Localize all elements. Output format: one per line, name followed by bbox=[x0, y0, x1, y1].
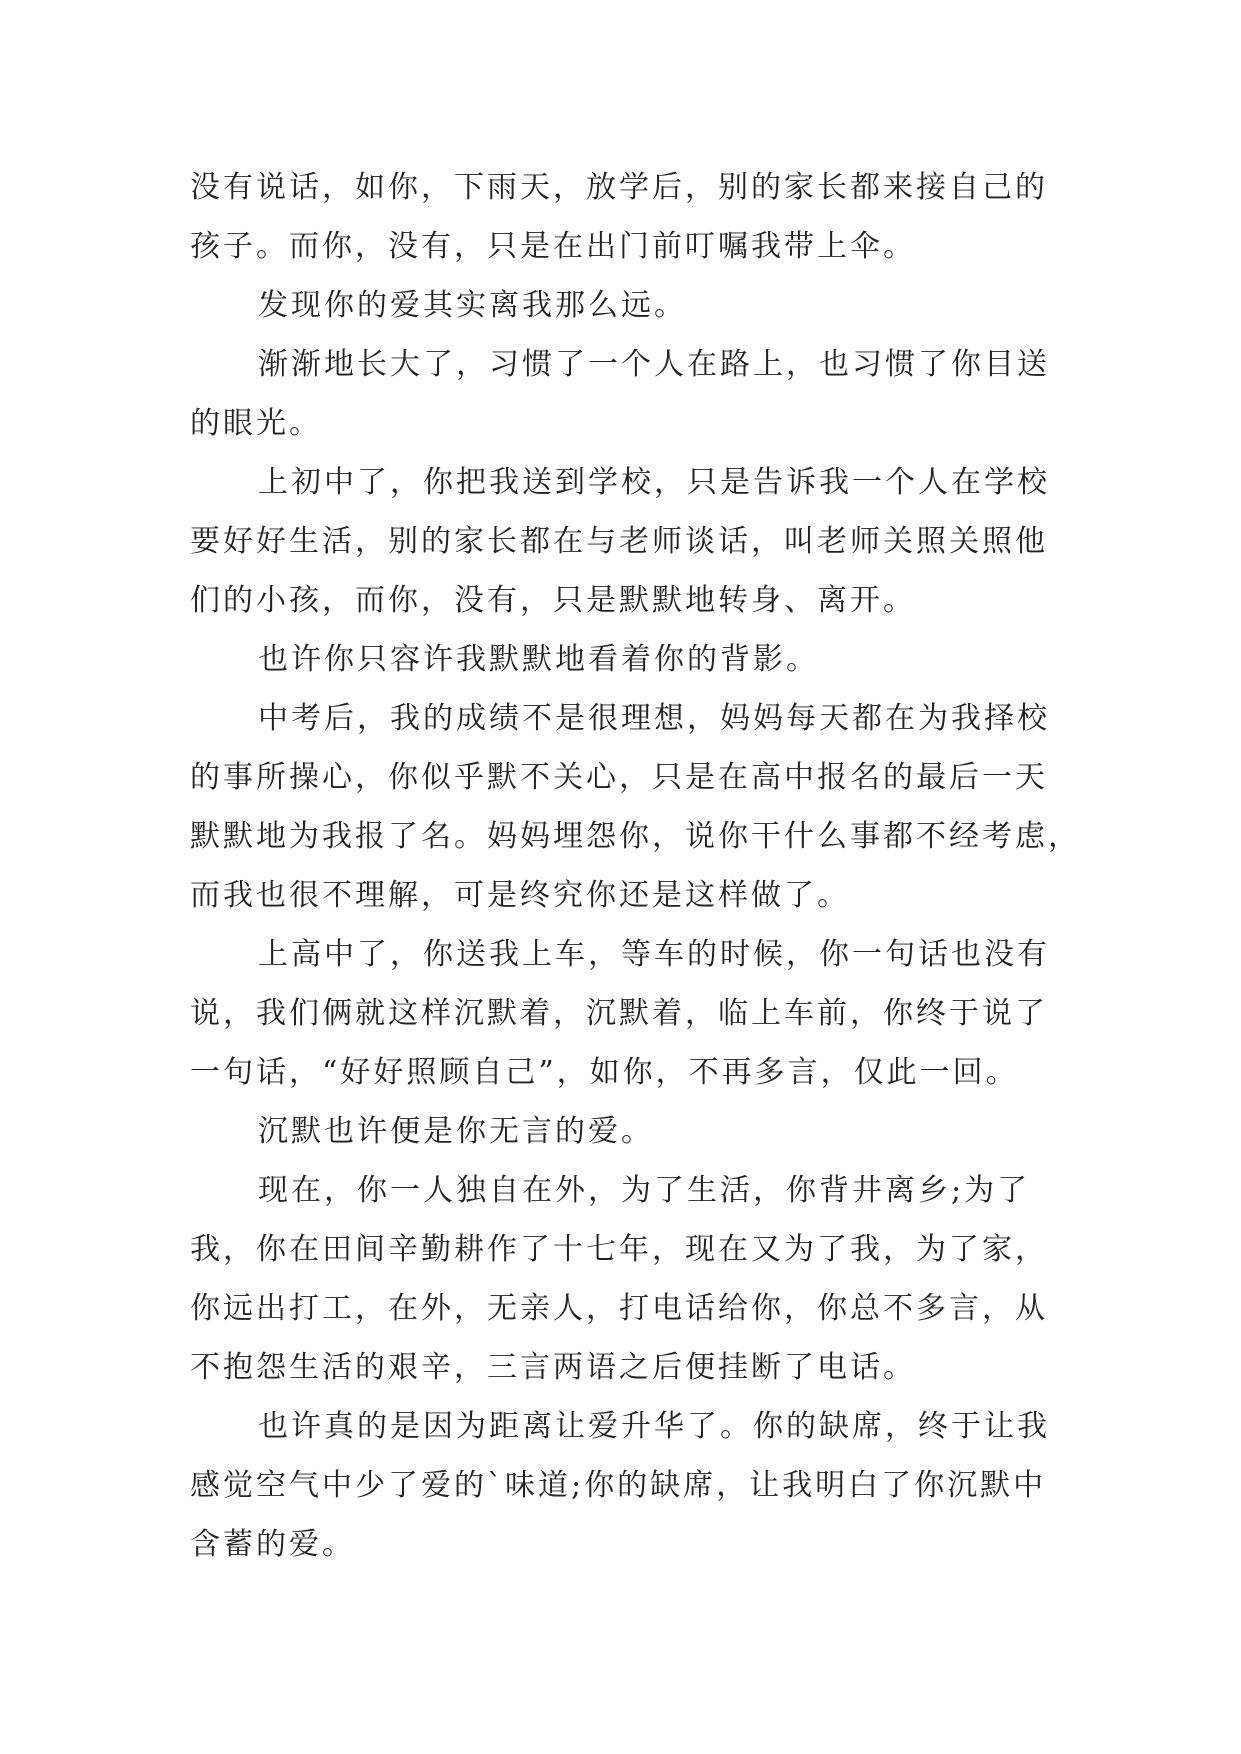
text-line: 你远出打工，在外，无亲人，打电话给你，你总不多言，从 bbox=[190, 1291, 1048, 1326]
text-line: 上高中了，你送我上车，等车的时候，你一句话也没有 bbox=[258, 937, 1050, 972]
text-line: 感觉空气中少了爱的`味道;你的缺席，让我明白了你沉默中 bbox=[190, 1468, 1047, 1503]
text-line: 也许真的是因为距离让爱升华了。你的缺席，终于让我 bbox=[258, 1409, 1050, 1444]
text-line: 一句话，“好好照顾自己”，如你，不再多言，仅此一回。 bbox=[190, 1055, 1019, 1090]
paragraph bbox=[190, 1102, 1060, 1161]
text-line: 要好好生活，别的家长都在与老师谈话，叫老师关照关照他 bbox=[190, 524, 1048, 559]
paragraph bbox=[190, 453, 1060, 630]
text-line: 现在，你一人独自在外，为了生活，你背井离乡;为了 bbox=[258, 1173, 1031, 1208]
document-body bbox=[190, 158, 1081, 1574]
paragraph bbox=[190, 925, 1060, 1102]
text-line: 沉默也许便是你无言的爱。 bbox=[258, 1114, 654, 1149]
text-line: 不抱怨生活的艰辛，三言两语之后便挂断了电话。 bbox=[190, 1350, 916, 1385]
text-line: 默默地为我报了名。妈妈埋怨你，说你干什么事都不经考虑， bbox=[190, 819, 1081, 854]
text-line: 说，我们俩就这样沉默着，沉默着，临上车前，你终于说了 bbox=[190, 996, 1048, 1031]
paragraph bbox=[190, 1161, 1060, 1397]
text-line: 孩子。而你，没有，只是在出门前叮嘱我带上伞。 bbox=[190, 229, 916, 264]
text-line: 含蓄的爱。 bbox=[190, 1527, 355, 1562]
text-line: 我，你在田间辛勤耕作了十七年，现在又为了我，为了家， bbox=[190, 1232, 1048, 1267]
text-line: 上初中了，你把我送到学校，只是告诉我一个人在学校 bbox=[258, 465, 1050, 500]
text-line: 的眼光。 bbox=[190, 406, 322, 441]
paragraph bbox=[190, 630, 1060, 689]
paragraph bbox=[190, 335, 1060, 453]
text-line: 们的小孩，而你，没有，只是默默地转身、离开。 bbox=[190, 583, 916, 618]
text-line: 的事所操心，你似乎默不关心，只是在高中报名的最后一天 bbox=[190, 760, 1048, 795]
text-line: 发现你的爱其实离我那么远。 bbox=[258, 288, 687, 323]
paragraph bbox=[190, 276, 1060, 335]
text-line: 渐渐地长大了，习惯了一个人在路上，也习惯了你目送 bbox=[258, 347, 1050, 382]
text-line: 没有说话，如你，下雨天，放学后，别的家长都来接自己的 bbox=[190, 170, 1048, 205]
paragraph bbox=[190, 158, 1060, 276]
paragraph bbox=[190, 689, 1081, 925]
text-line: 而我也很不理解，可是终究你还是这样做了。 bbox=[190, 878, 850, 913]
paragraph bbox=[190, 1397, 1060, 1574]
text-line: 也许你只容许我默默地看着你的背影。 bbox=[258, 642, 819, 677]
text-line: 中考后，我的成绩不是很理想，妈妈每天都在为我择校 bbox=[258, 701, 1050, 736]
